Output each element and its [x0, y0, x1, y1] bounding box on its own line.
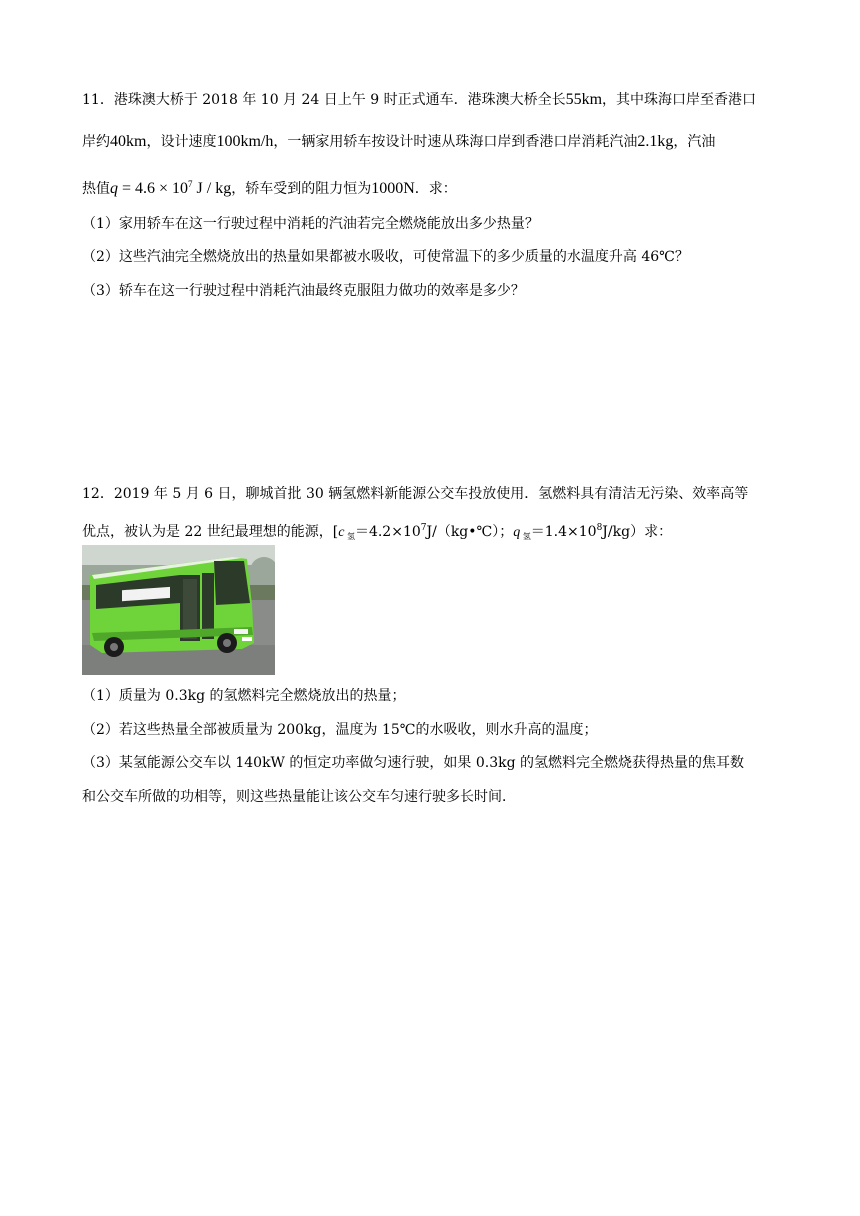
q12-unit1: J/（kg•℃）； [426, 524, 514, 540]
q12-line2 [82, 518, 672, 547]
q11-distance: 40km [110, 133, 147, 150]
q11-sub1: （1）家用轿车在这一行驶过程中消耗的汽油若完全燃烧能放出多少热量？ [82, 216, 539, 232]
q11-unit: J / kg [192, 180, 232, 197]
bus-illustration [82, 545, 275, 675]
q12-q-symbol: q [513, 525, 521, 540]
q11-heat-value: = 4.6 × 10 [118, 180, 189, 197]
q11-sub2: （2）这些汽油完全燃烧放出的热量如果都被水吸收，可使常温下的多少质量的水温度升高 46℃？ [82, 249, 689, 265]
q12-sub-hydrogen: 氢 [520, 532, 531, 541]
q11-text: 11．港珠澳大桥于 2018 年 10 月 24 日上午 9 时正式通车．港珠澳大桥全长 [82, 92, 566, 108]
q12-sub3-a: （3）某氢能源公交车以 140kW 的恒定功率做匀速行驶，如果 0.3kg 的氢燃料完全燃烧获得热量的焦耳数 [82, 755, 745, 771]
q12-sub-hydrogen: 氢 [344, 532, 355, 541]
q11-length: 55km [565, 91, 603, 108]
q11-text: ，设计速度 [146, 134, 217, 150]
q12-line1: 12．2019 年 5 月 6 日，聊城首批 30 辆氢燃料新能源公交车投放使用．氢燃料具有清洁无污染、效率高等 [82, 486, 749, 502]
q11-line2 [82, 132, 715, 152]
q12-sub1: （1）质量为 0.3kg 的氢燃料完全燃烧放出的热量； [82, 688, 406, 704]
q12-exp2: 8 [596, 523, 603, 533]
q11-exponent: 7 [188, 179, 193, 189]
q11-text: ，一辆家用轿车按设计时速从珠海口岸到香港口岸消耗汽油 [273, 134, 638, 150]
q12-unit2: J/kg）求： [602, 524, 673, 540]
q12-c-symbol: c [338, 525, 345, 540]
q11-text: ，其中珠海口岸至香港口 [602, 92, 757, 108]
q11-line1 [82, 90, 756, 110]
q11-fuel-mass: 2.1kg [637, 133, 674, 150]
q12-exp1: 7 [420, 523, 427, 533]
q11-q-symbol: q [110, 180, 118, 197]
q11-resistance: 1000N [371, 180, 415, 197]
q12-text: 优点，被认为是 22 世纪最理想的能源，[ [82, 524, 339, 540]
q12-sub3-b: 和公交车所做的功相等，则这些热量能让该公交车匀速行驶多长时间． [82, 789, 516, 805]
q12-specific-heat: ＝4.2×10 [354, 524, 421, 540]
q11-line3 [82, 174, 457, 199]
q11-text: 热值 [82, 181, 110, 197]
q12-sub2: （2）若这些热量全部被质量为 200kg，温度为 15℃的水吸收，则水升高的温度； [82, 722, 598, 738]
q12-heat-value: ＝1.4×10 [530, 524, 597, 540]
q11-sub3: （3）轿车在这一行驶过程中消耗汽油最终克服阻力做功的效率是多少？ [82, 283, 525, 299]
q11-text: ，轿车受到的阻力恒为 [231, 181, 372, 197]
q11-text: 岸约 [82, 134, 110, 150]
q11-text: ．求： [414, 181, 457, 197]
q11-speed: 100km/h [216, 133, 274, 150]
q11-text: ，汽油 [673, 134, 716, 150]
bus-photo [82, 545, 275, 675]
